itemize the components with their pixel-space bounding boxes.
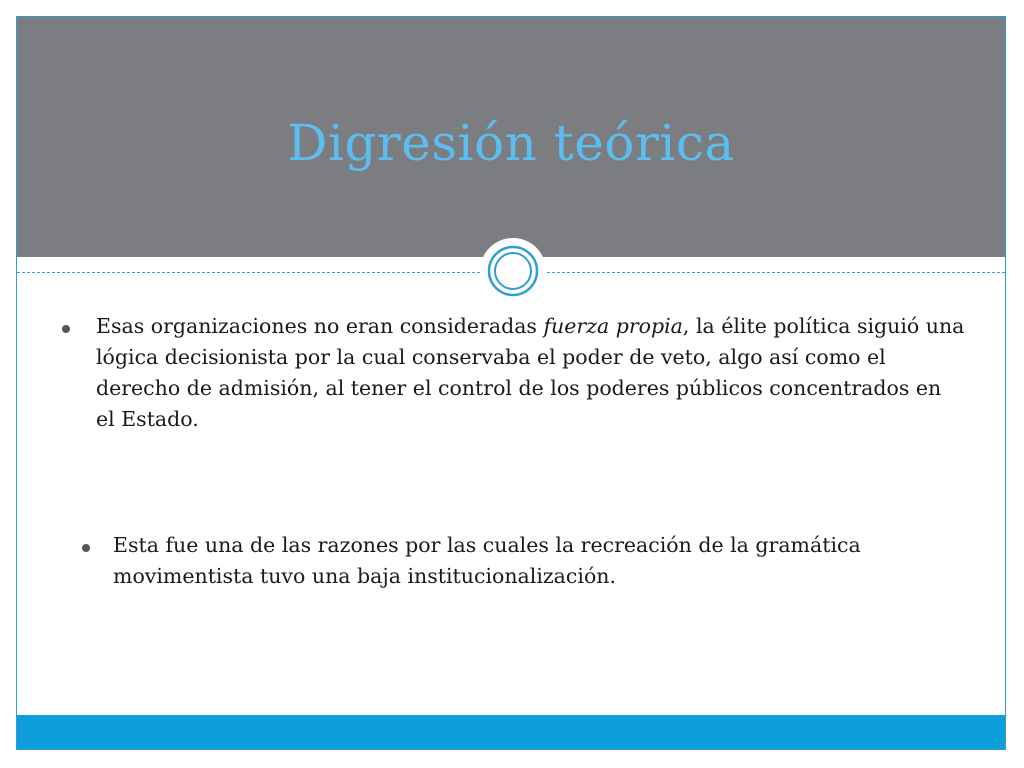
bullet-1-emphasis: fuerza propia	[543, 314, 683, 338]
bullet-2-text: Esta fue una de las razones por las cuales la recreación de la gramática movimentista tuvo una baja institucionalización.	[113, 533, 861, 588]
title-band	[17, 17, 1005, 257]
slide	[16, 16, 1006, 750]
bullet-dot	[62, 325, 70, 333]
double-ring-icon	[480, 238, 546, 304]
bullet-item-2	[113, 530, 973, 592]
slide-title: Digresión teórica	[287, 114, 735, 172]
bullet-dot	[82, 544, 90, 552]
bullet-1-text-end: , la élite política siguió una lógica decisionista por la cual conservaba el poder de veto, algo así como el derecho de admisión, al tener el control de los poderes públicos concentrados en el Estado.	[96, 314, 965, 431]
bullet-1-text-start: Esas organizaciones no eran consideradas	[96, 314, 544, 338]
footer-band	[17, 715, 1005, 749]
bullet-item-1	[96, 311, 966, 435]
